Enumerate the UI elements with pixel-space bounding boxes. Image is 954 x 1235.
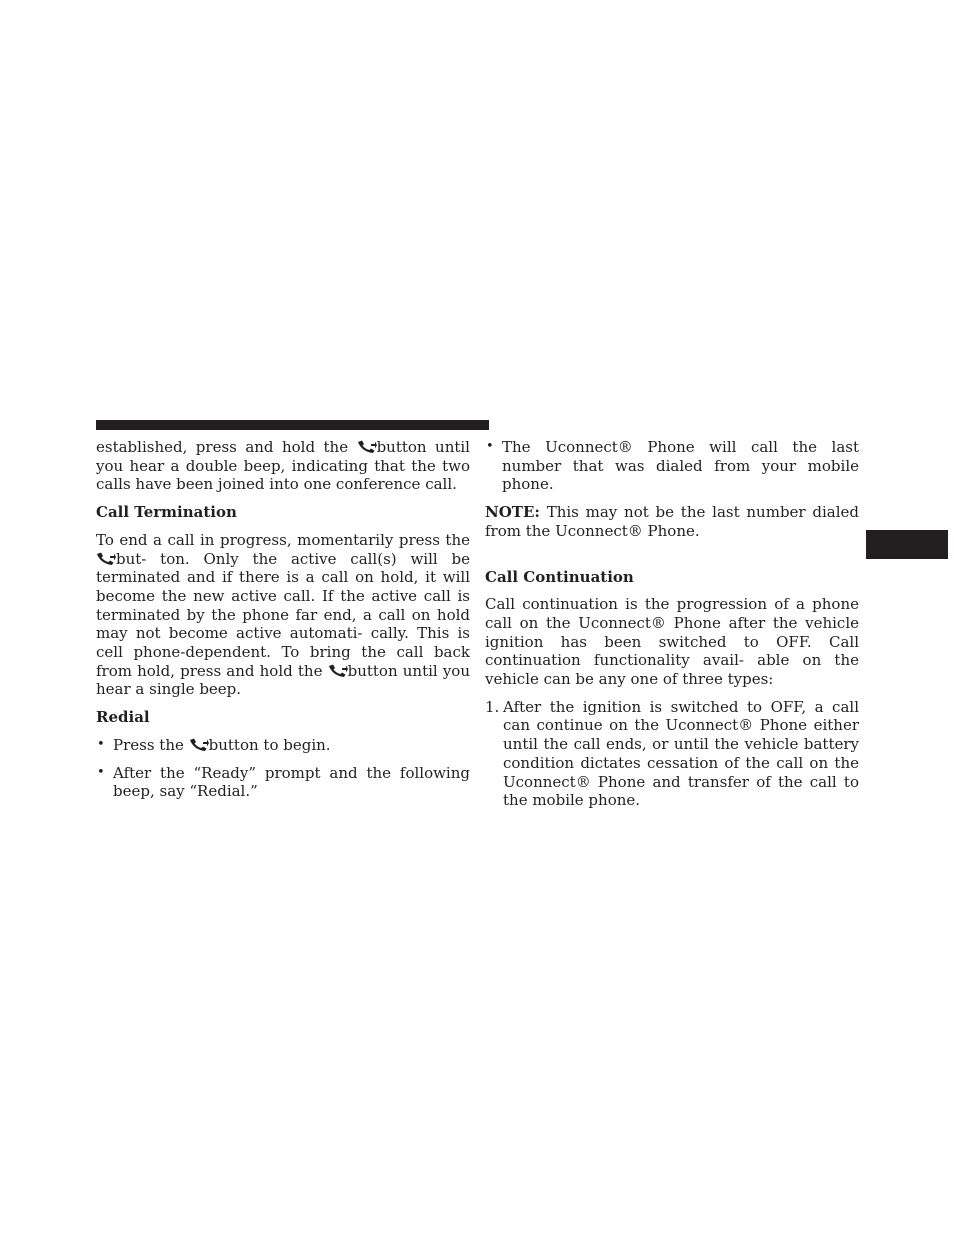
phone-icon — [328, 664, 348, 677]
phone-icon — [189, 738, 209, 751]
redial-list — [96, 736, 470, 801]
call-termination-paragraph: To end a call in progress, momentarily press the but- ton. Only the active call(s) will be terminated and if there is a call on hold, it will become the new active call. If the active call is terminated by the phone far end, a call on hold may not become active automati- cally. This is cell phone-dependent. To bring the call back from hold, press and hold the button until you hear a single beep. — [96, 530, 470, 699]
continuation-types-list — [485, 698, 859, 810]
conference-paragraph: established, press and hold the button until you hear a double beep, indicating that the two calls have been joined into one conference call. — [96, 438, 470, 494]
list-item: • After the “Ready” prompt and the following beep, say “Redial.” — [97, 763, 470, 801]
list-item: • The Uconnect® Phone will call the last number that was dialed from your mobile phone. — [486, 438, 859, 494]
chapter-tab — [866, 530, 948, 559]
phone-icon — [96, 552, 116, 565]
note-label: NOTE: — [485, 503, 540, 522]
redial-list-continued — [485, 438, 859, 494]
bullet: • — [97, 764, 105, 780]
phone-icon — [357, 440, 377, 453]
redial-heading: Redial — [96, 708, 150, 727]
list-item: • Press the button to begin. — [97, 735, 331, 754]
list-item: 1. After the ignition is switched to OFF, a call can continue on the Uconnect® Phone either until the call ends, or until the vehicle battery condition dictates cessation of the call on the Uconnect® Phone and transfer of the call to the mobile phone. — [485, 697, 859, 810]
left-column — [96, 438, 470, 810]
bullet: • — [97, 736, 105, 752]
top-rule-bar — [96, 420, 489, 430]
right-column — [485, 438, 859, 810]
call-continuation-paragraph: Call continuation is the progression of a phone call on the Uconnect® Phone after the vehicle ignition has been switched to OFF. Call continuation functionality avail- able on the vehicle can be any one of three types: — [485, 595, 859, 689]
bullet: • — [486, 439, 494, 454]
call-termination-heading: Call Termination — [96, 503, 237, 522]
call-continuation-heading: Call Continuation — [485, 567, 634, 586]
list-number: 1. — [485, 697, 500, 716]
note-paragraph: NOTE: This may not be the last number dialed from the Uconnect® Phone. — [485, 503, 859, 540]
